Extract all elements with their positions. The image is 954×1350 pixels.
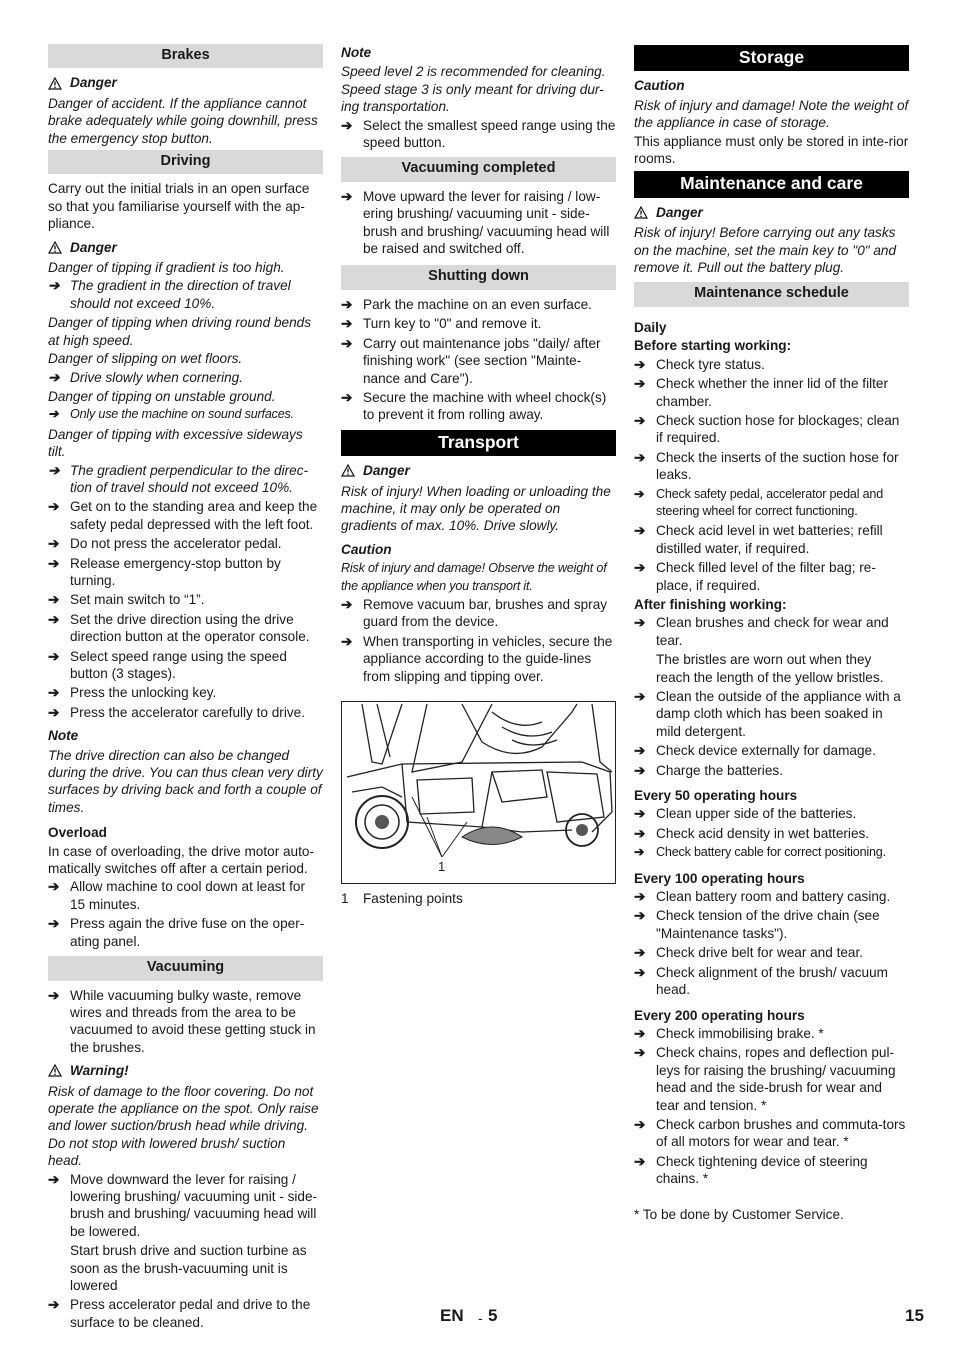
column-1 bbox=[48, 44, 323, 1333]
list-item: ➔ Park the machine on an even surface. bbox=[341, 296, 592, 312]
danger-heading: Danger bbox=[48, 239, 323, 256]
arrow-icon: ➔ bbox=[634, 1153, 646, 1169]
every-50-heading: Every 50 operating hours bbox=[634, 788, 798, 804]
arrow-icon: ➔ bbox=[634, 689, 646, 704]
list-item: ➔ While vacuuming bulky waste, remove wires and threads from the area to be vacuumed to avoid these getting stuck in the brushes. bbox=[48, 987, 316, 1055]
list-item: ➔ Check tension of the drive chain (see "Maintenance tasks"). bbox=[634, 908, 880, 941]
caution-text: Risk of injury and damage! Note the weight of the appliance in case of storage. bbox=[634, 97, 909, 131]
list-item: ➔ Press accelerator pedal and drive to the surface to be cleaned. bbox=[48, 1297, 311, 1330]
list-item: ➔ Check carbon brushes and commuta-tors of all motors for wear and tear. * bbox=[634, 1116, 906, 1150]
danger-line: Danger of slipping on wet floors. bbox=[48, 351, 243, 367]
arrow-icon: ➔ bbox=[341, 335, 353, 351]
arrow-icon: ➔ bbox=[48, 704, 60, 720]
list-item: ➔ Check immobilising brake. * bbox=[634, 1025, 824, 1041]
note-text: The drive direction can also be changed during the drive. You can thus clean very dirty surfaces by driving back and forth a couple of times. bbox=[48, 747, 323, 815]
list-item: ➔ Press the accelerator carefully to drive. bbox=[48, 704, 305, 720]
note-heading: Note bbox=[341, 45, 372, 60]
list-item: ➔ Do not press the accelerator pedal. bbox=[48, 536, 282, 552]
vacuuming-steps bbox=[48, 1171, 323, 1241]
arrow-icon: ➔ bbox=[48, 592, 60, 608]
arrow-icon: ➔ bbox=[634, 743, 646, 759]
list-item: ➔ Clean the outside of the appliance with a damp cloth which has been soaked in mild detergent. bbox=[634, 689, 901, 739]
list-item: ➔ Carry out maintenance jobs "daily/ after finishing work" (see section "Mainte-nance and Care"). bbox=[341, 335, 601, 386]
arrow-icon: ➔ bbox=[341, 389, 353, 405]
note-heading: Note bbox=[48, 728, 79, 744]
arrow-icon: ➔ bbox=[634, 486, 645, 501]
section-heading-shutting-down: Shutting down bbox=[341, 265, 616, 289]
section-heading-transport: Transport bbox=[341, 430, 616, 456]
list-item: ➔ Get on to the standing area and keep the safety pedal depressed with the left foot. bbox=[48, 499, 318, 532]
column-3 bbox=[634, 44, 909, 1224]
every-100-steps bbox=[634, 888, 909, 998]
list-item: ➔ Press the unlocking key. bbox=[48, 685, 217, 701]
list-item: ➔ Check device externally for damage. bbox=[634, 743, 876, 759]
section-heading-driving: Driving bbox=[48, 150, 323, 174]
page-number: 15 bbox=[905, 1306, 924, 1325]
list-item: ➔ Check drive belt for wear and tear. bbox=[634, 945, 864, 961]
list-item: ➔ Check filled level of the filter bag; re-place, if required. bbox=[634, 560, 876, 593]
arrow-icon: ➔ bbox=[634, 1025, 646, 1041]
arrow-icon: ➔ bbox=[634, 412, 646, 428]
danger-bullets bbox=[48, 406, 323, 423]
list-item: ➔ Check acid level in wet batteries; refill distilled water, if required. bbox=[634, 523, 883, 556]
arrow-icon: ➔ bbox=[341, 316, 353, 332]
overload-steps bbox=[48, 878, 323, 950]
danger-line: Danger of tipping when driving round bends at high speed. bbox=[48, 315, 311, 348]
section-heading-brakes: Brakes bbox=[48, 44, 323, 68]
danger-bullets bbox=[48, 277, 323, 312]
sweeper-machine-drawing bbox=[342, 702, 615, 883]
arrow-icon: ➔ bbox=[48, 278, 60, 294]
list-item: ➔ Check alignment of the brush/ vacuum head. bbox=[634, 964, 888, 998]
arrow-icon: ➔ bbox=[341, 117, 353, 133]
figure-callout: 1 bbox=[438, 858, 446, 874]
arrow-icon: ➔ bbox=[341, 596, 353, 612]
shutting-down-steps bbox=[341, 296, 616, 424]
before-start-steps bbox=[634, 356, 909, 594]
warning-triangle-icon bbox=[48, 241, 62, 254]
driving-steps bbox=[48, 498, 323, 721]
list-item: ➔ Secure the machine with wheel chock(s) to prevent it from rolling away. bbox=[341, 389, 607, 423]
after-finish-heading: After finishing working: bbox=[634, 596, 787, 612]
list-item: ➔ Clean battery room and battery casing. bbox=[634, 889, 891, 905]
list-item: ➔ Remove vacuum bar, brushes and spray guard from the device. bbox=[341, 596, 608, 630]
arrow-icon: ➔ bbox=[48, 987, 60, 1003]
list-item: ➔ Release emergency-stop button by turning. bbox=[48, 555, 281, 588]
arrow-icon: ➔ bbox=[48, 611, 60, 627]
arrow-icon: ➔ bbox=[48, 685, 60, 701]
section-heading-vacuuming-completed: Vacuuming completed bbox=[341, 157, 616, 181]
list-item: ➔ Check acid density in wet batteries. bbox=[634, 825, 870, 841]
arrow-icon: ➔ bbox=[48, 879, 60, 895]
arrow-icon: ➔ bbox=[634, 1116, 646, 1132]
every-200-steps bbox=[634, 1025, 909, 1188]
list-item: ➔ Select speed range using the speed button (3 stages). bbox=[48, 648, 287, 681]
arrow-icon: ➔ bbox=[634, 356, 646, 372]
list-item: ➔ Check chains, ropes and deflection pul-leys for raising the brushing/ vacuuming head and the side-brush for wear and tear and tension. * bbox=[634, 1045, 896, 1113]
machine-illustration bbox=[341, 701, 616, 884]
arrow-icon: ➔ bbox=[48, 648, 60, 664]
list-item: ➔ When transporting in vehicles, secure the appliance according to the guide-lines from slipping and tipping over. bbox=[341, 633, 613, 684]
arrow-icon: ➔ bbox=[48, 1171, 60, 1187]
list-item: ➔ Set main switch to “1”. bbox=[48, 592, 205, 608]
every-50-steps bbox=[634, 805, 909, 861]
list-item: ➔ Move upward the lever for raising / low-ering brushing/ vacuuming unit - side-brush and brushing/ vacuuming head will be raised and switched off. bbox=[341, 188, 610, 257]
arrow-icon: ➔ bbox=[634, 845, 645, 860]
column-2 bbox=[341, 44, 616, 907]
figure-caption: 1 Fastening points bbox=[341, 891, 463, 906]
footnote: * To be done by Customer Service. bbox=[634, 1206, 844, 1222]
arrow-icon: ➔ bbox=[634, 825, 646, 841]
arrow-icon: ➔ bbox=[634, 376, 646, 392]
caution-heading: Caution bbox=[634, 78, 685, 94]
danger-text: Risk of injury! Before carrying out any tasks on the machine, set the main key to "0" and remove it. Pull out the battery plug. bbox=[634, 225, 897, 276]
arrow-icon: ➔ bbox=[634, 615, 646, 631]
list-item: ➔ The gradient in the direction of travel should not exceed 10%. bbox=[48, 278, 291, 311]
arrow-icon: ➔ bbox=[634, 560, 646, 576]
list-item: ➔ Set the drive direction using the drive direction button at the operator console. bbox=[48, 611, 310, 645]
step-continuation: The bristles are worn out when they reach the length of the yellow bristles. bbox=[656, 652, 884, 685]
danger-text: Danger of accident. If the appliance cannot brake adequately while going downhill, press the emergency stop button. bbox=[48, 95, 318, 146]
list-item: ➔ Press again the drive fuse on the oper-ating panel. bbox=[48, 916, 305, 949]
before-start-heading: Before starting working: bbox=[634, 338, 792, 354]
warning-triangle-icon bbox=[634, 206, 648, 219]
warning-triangle-icon bbox=[48, 77, 62, 90]
arrow-icon: ➔ bbox=[634, 762, 646, 778]
note-steps bbox=[341, 117, 616, 152]
list-item: ➔ Clean brushes and check for wear and tear. bbox=[634, 615, 889, 648]
danger-heading: Danger bbox=[48, 74, 323, 91]
arrow-icon: ➔ bbox=[634, 908, 646, 924]
vacuuming-steps bbox=[48, 987, 323, 1057]
every-200-heading: Every 200 operating hours bbox=[634, 1007, 805, 1023]
every-100-heading: Every 100 operating hours bbox=[634, 870, 805, 886]
list-item: ➔ Check tightening device of steering chains. * bbox=[634, 1153, 868, 1187]
list-item: ➔ Select the smallest speed range using the speed button. bbox=[341, 117, 616, 151]
arrow-icon: ➔ bbox=[634, 889, 646, 905]
section-heading-maintenance-schedule: Maintenance schedule bbox=[634, 282, 909, 306]
arrow-icon: ➔ bbox=[48, 369, 60, 385]
danger-line: Danger of tipping on unstable ground. bbox=[48, 388, 276, 404]
daily-heading: Daily bbox=[634, 319, 667, 335]
warning-triangle-icon bbox=[48, 1064, 62, 1077]
transport-steps bbox=[341, 596, 616, 685]
step-continuation: Start brush drive and suction turbine as soon as the brush-vacuuming unit is lowered bbox=[70, 1243, 307, 1293]
overload-text: In case of overloading, the drive motor auto-matically switches off after a certain period. bbox=[48, 843, 314, 877]
caution-heading: Caution bbox=[341, 541, 392, 557]
footer-section-page: 5 bbox=[488, 1306, 498, 1325]
warning-text: Risk of damage to the floor covering. Do not operate the appliance on the spot. Only raise and lower suction/brush head while driving. Do not stop with lowered brush/ suction head. bbox=[48, 1083, 319, 1169]
after-finish-steps bbox=[634, 688, 909, 779]
storage-text: This appliance must only be stored in inte-rior rooms. bbox=[634, 133, 909, 167]
list-item: ➔ The gradient perpendicular to the direc-tion of travel should not exceed 10%. bbox=[48, 462, 309, 495]
list-item: ➔ Check battery cable for correct positioning. bbox=[634, 844, 909, 861]
danger-text: Risk of injury! When loading or unloading the machine, it may only be operated on gradients of max. 10%. Drive slowly. bbox=[341, 483, 611, 534]
list-item: ➔ Allow machine to cool down at least for 15 minutes. bbox=[48, 879, 305, 912]
list-item: ➔ Drive slowly when cornering. bbox=[48, 369, 244, 385]
footer-language: EN bbox=[440, 1306, 464, 1325]
section-heading-storage: Storage bbox=[634, 45, 909, 71]
danger-bullets bbox=[48, 369, 323, 386]
list-item: ➔ Check suction hose for blockages; clean if required. bbox=[634, 412, 900, 446]
list-item: ➔ Only use the machine on sound surfaces. bbox=[48, 406, 323, 423]
arrow-icon: ➔ bbox=[634, 523, 646, 539]
arrow-icon: ➔ bbox=[341, 633, 353, 649]
arrow-icon: ➔ bbox=[341, 296, 353, 312]
arrow-icon: ➔ bbox=[341, 188, 353, 204]
danger-line: Danger of tipping with excessive sideways tilt. bbox=[48, 426, 303, 460]
danger-line: Danger of tipping if gradient is too high. bbox=[48, 260, 285, 276]
arrow-icon: ➔ bbox=[634, 964, 646, 980]
list-item: ➔ Check the inserts of the suction hose for leaks. bbox=[634, 449, 899, 483]
warning-heading: Warning! bbox=[48, 1062, 323, 1079]
arrow-icon: ➔ bbox=[48, 407, 59, 422]
section-heading-vacuuming: Vacuuming bbox=[48, 956, 323, 980]
warning-triangle-icon bbox=[341, 464, 355, 477]
list-item: ➔ Charge the batteries. bbox=[634, 762, 783, 778]
list-item: ➔ Check safety pedal, accelerator pedal and steering wheel for correct functioning. bbox=[634, 486, 884, 518]
arrow-icon: ➔ bbox=[634, 806, 646, 822]
vacuuming-completed-steps bbox=[341, 188, 616, 258]
arrow-icon: ➔ bbox=[48, 536, 60, 552]
arrow-icon: ➔ bbox=[48, 916, 60, 932]
arrow-icon: ➔ bbox=[48, 462, 60, 478]
arrow-icon: ➔ bbox=[634, 449, 646, 465]
list-item: ➔ Clean upper side of the batteries. bbox=[634, 806, 857, 822]
list-item: ➔ Check whether the inner lid of the filter chamber. bbox=[634, 376, 888, 409]
list-item: ➔ Move downward the lever for raising / lowering brushing/ vacuuming unit - side-brush and brushing/ vacuuming head will be lowered. bbox=[48, 1171, 318, 1239]
arrow-icon: ➔ bbox=[48, 555, 60, 571]
caution-text: Risk of injury and damage! Observe the weight of the appliance when you transport it. bbox=[341, 561, 607, 593]
arrow-icon: ➔ bbox=[634, 1045, 646, 1061]
section-heading-maintenance: Maintenance and care bbox=[634, 171, 909, 197]
after-finish-steps bbox=[634, 614, 909, 649]
list-item: ➔ Turn key to "0" and remove it. bbox=[341, 316, 542, 332]
danger-heading: Danger bbox=[634, 204, 909, 221]
driving-intro: Carry out the initial trials in an open surface so that you familiarise yourself with the ap-pliance. bbox=[48, 181, 310, 232]
overload-heading: Overload bbox=[48, 825, 107, 841]
arrow-icon: ➔ bbox=[48, 499, 60, 515]
note-text: Speed level 2 is recommended for cleaning. Speed stage 3 is only meant for driving dur-ing transportation. bbox=[341, 64, 606, 115]
footer-dash: - bbox=[478, 1310, 483, 1326]
arrow-icon: ➔ bbox=[634, 945, 646, 961]
arrow-icon: ➔ bbox=[48, 1297, 60, 1313]
danger-bullets bbox=[48, 462, 323, 497]
danger-heading: Danger bbox=[341, 462, 616, 479]
list-item: ➔ Check tyre status. bbox=[634, 356, 765, 372]
vacuuming-steps bbox=[48, 1296, 323, 1331]
